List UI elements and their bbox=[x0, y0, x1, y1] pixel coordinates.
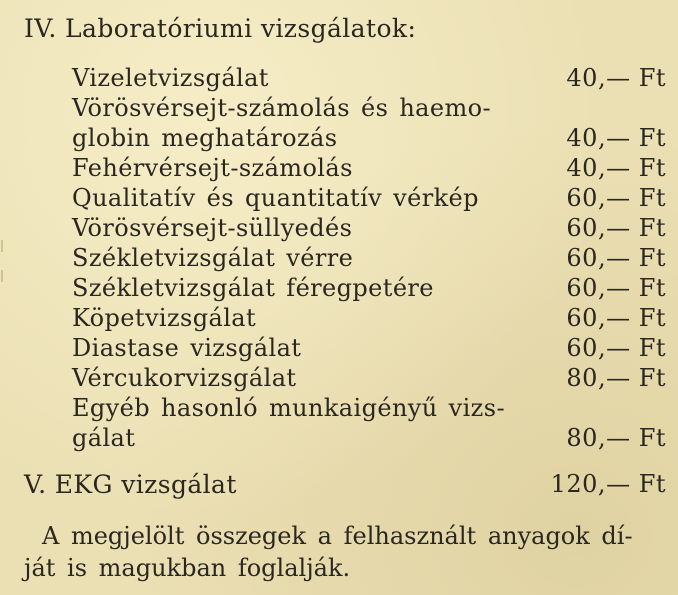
lab-item-label: Qualitatív és quantitatív vérkép bbox=[72, 184, 479, 212]
scan-mark bbox=[1, 270, 3, 282]
section-v-price: 120,— Ft bbox=[550, 470, 666, 498]
lab-item-price: 60,— Ft bbox=[566, 274, 666, 302]
lab-item-price: 40,— Ft bbox=[566, 64, 666, 92]
lab-item-price: 40,— Ft bbox=[566, 124, 666, 152]
lab-item-label: Vörösvérsejt-süllyedés bbox=[72, 214, 353, 242]
lab-item-label-continuation: gálat bbox=[72, 424, 136, 452]
lab-item-label: Köpetvizsgálat bbox=[72, 304, 257, 332]
lab-item-price: 60,— Ft bbox=[566, 244, 666, 272]
lab-item-label: Vizeletvizsgálat bbox=[72, 64, 269, 92]
note-line: ját is magukban foglalják. bbox=[24, 554, 351, 582]
lab-item-price: 80,— Ft bbox=[566, 364, 666, 392]
section-v-label: V. EKG vizsgálat bbox=[24, 470, 237, 499]
lab-item-label: Vörösvérsejt-számolás és haemo- bbox=[72, 94, 492, 122]
lab-item-label: Diastase vizsgálat bbox=[72, 334, 302, 362]
lab-item-label-continuation: globin meghatározás bbox=[72, 124, 338, 152]
lab-item-price: 60,— Ft bbox=[566, 184, 666, 212]
section-iv-heading: IV. Laboratóriumi vizsgálatok: bbox=[24, 14, 417, 43]
lab-item-label: Székletvizsgálat féregpetére bbox=[72, 274, 434, 302]
lab-item-price: 60,— Ft bbox=[566, 214, 666, 242]
scan-mark bbox=[1, 240, 3, 252]
lab-item-label: Székletvizsgálat vérre bbox=[72, 244, 354, 272]
lab-item-label: Egyéb hasonló munkaigényű vizs- bbox=[72, 394, 505, 422]
lab-item-label: Vércukorvizsgálat bbox=[72, 364, 297, 392]
lab-item-price: 60,— Ft bbox=[566, 334, 666, 362]
lab-item-label: Fehérvérsejt-számolás bbox=[72, 154, 353, 182]
note-line: A megjelölt összegek a felhasznált anyagok dí- bbox=[42, 522, 633, 550]
lab-item-price: 40,— Ft bbox=[566, 154, 666, 182]
lab-item-price: 60,— Ft bbox=[566, 304, 666, 332]
lab-item-price: 80,— Ft bbox=[566, 424, 666, 452]
